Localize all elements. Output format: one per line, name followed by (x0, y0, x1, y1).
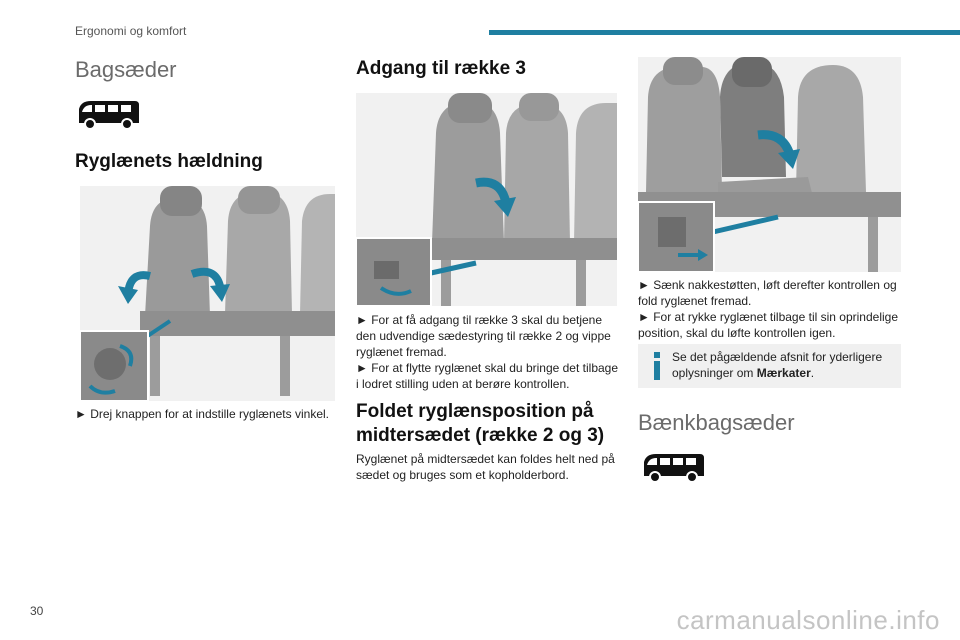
instruction-fold-forward: ► Sænk nakkestøtten, løft derefter kontrollen og fold ryglænet fremad. (638, 278, 897, 308)
section-header: Ergonomi og komfort (75, 24, 187, 38)
heading-foldet-ryglaensposition: Foldet ryglænsposition på midtersædet (række 2 og 3) (356, 401, 605, 446)
heading-baenkbagsaeder: Bænkbagsæder (638, 410, 795, 435)
header-accent-bar (489, 30, 960, 35)
info-link-maerkater[interactable]: Mærkater (756, 366, 811, 380)
info-text (672, 349, 892, 381)
info-text-end: . (810, 366, 815, 380)
seat-illustration-row3-access (356, 93, 617, 306)
heading-ryglaenets-haeldning: Ryglænets hældning (75, 151, 263, 172)
heading-bagsaeder: Bagsæder (75, 57, 177, 82)
instruction-return-backrest: ► For at flytte ryglænet skal du bringe det tilbage i lodret stilling uden at berøre kontrollen. (356, 361, 619, 391)
van-icon (640, 450, 706, 484)
seat-illustration-recline (80, 186, 335, 401)
instruction-row3-access: ► For at få adgang til række 3 skal du betjene den udvendige sædestyring til række 2 og vippe ryglænet fremad. (356, 313, 611, 359)
info-text-main: Se det pågældende afsnit for yderligere oplysninger om (672, 350, 883, 380)
instruction-recline: ► Drej knappen for at indstille ryglænets vinkel. (75, 407, 329, 421)
paragraph-cupholder-table: Ryglænet på midtersædet kan foldes helt ned på sædet og bruges som et kopholderbord. (356, 452, 615, 482)
page-number: 30 (30, 604, 44, 618)
seat-illustration-fold-forward (638, 57, 901, 272)
info-box (638, 344, 901, 388)
instruction-return-position: ► For at rykke ryglænet tilbage til sin oprindelige position, skal du løfte kontrollen igen. (638, 310, 898, 340)
heading-adgang-raekke-3: Adgang til række 3 (356, 58, 526, 79)
watermark: carmanualsonline.info (676, 605, 940, 635)
van-icon (75, 97, 141, 131)
info-icon (652, 352, 662, 380)
